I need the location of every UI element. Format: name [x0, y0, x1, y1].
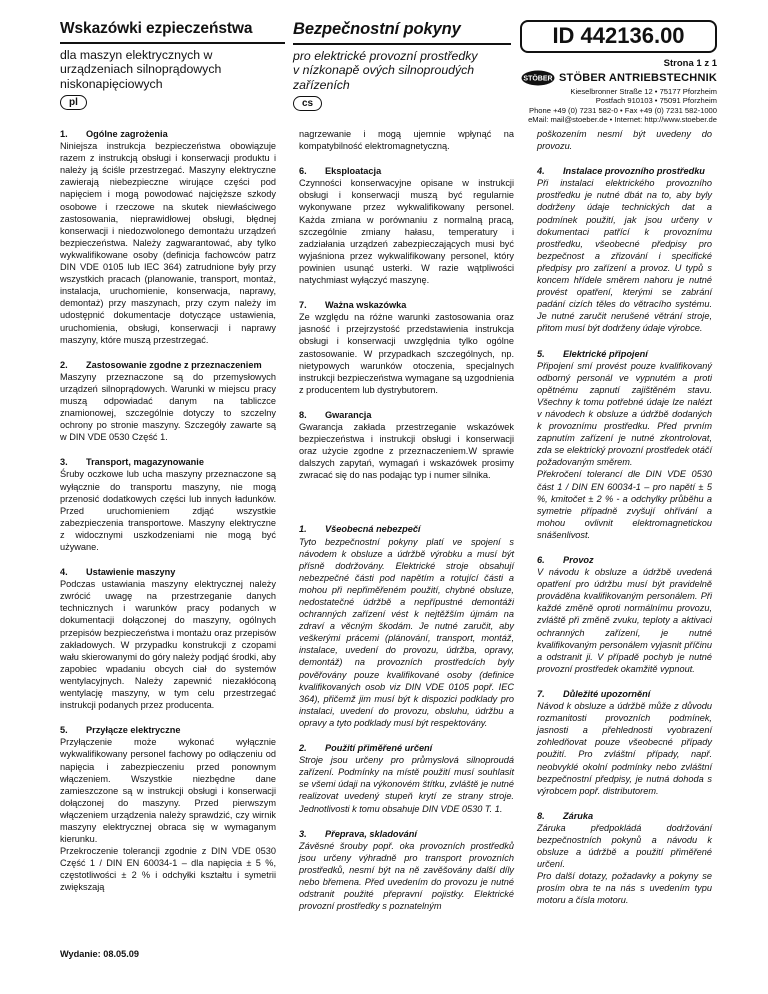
- pl-section-7: [299, 299, 514, 396]
- brand-row: [520, 70, 717, 86]
- subtitle-line: niskonapięciowych: [60, 76, 163, 91]
- section-text: Připojení smí provést pouze kvalifikovaný odborný personál ve vypnutém a proti opětnému zapnutí zajištěném stavu. Všechny k tomu potřebné údaje lze nalézt v návodech k obsluze a údržbě dodaných k provoznímu prostředku. Před prvním zapnutím zařízení je nutné zkontrolovat, zda se elektrický provozní prostředek otáčí požadovaným směrem.: [537, 360, 712, 468]
- cs-section-4: [537, 165, 712, 334]
- pl-section-5-continued: [299, 128, 514, 152]
- section-heading: 3. Přeprava, skladování: [299, 828, 417, 839]
- section-text: Gwarancja zakłada przestrzeganie wskazówek bezpieczeństwa i instrukcji obsługi i konserwacji oraz użycie zgodne z przeznaczeniem.W sprawie dalszych zapytań, wymagań i wskazówek prosimy zwracać się do nas podając typ i numer silnika.: [299, 421, 514, 481]
- brand-name: STÖBER ANTRIEBSTECHNIK: [559, 72, 717, 84]
- section-text: Při instalaci elektrického provozního prostředku je nutné dbát na to, aby byly dodrženy údaje technických dat a podmínek použití, jak jsou určeny v dokumentaci patřící k provoznímu prostředku, všeobecné předpisy pro bezpečnost a zřizování i specifické předpisy pro zařízení a provoz. U typů s koncem hřídele směrem nahoru je nutné provést opatření, kterými se zabrání padání cizích těles do větracího systému. Je nutné zaručit nerušené větrání stroje, přitom musí být dodrženy údaje výrobce.: [537, 178, 712, 334]
- section-text: poškozením nesmí být uvedeny do provozu.: [537, 129, 712, 152]
- cs-section-8: [537, 810, 712, 907]
- language-badge-pl: pl: [60, 95, 87, 110]
- header-czech: [293, 20, 511, 113]
- subtitle-czech: [293, 49, 511, 92]
- section-text: Pro další dotazy, požadavky a pokyny se prosím obra te na nás s uvedením typu motoru a čísla motoru.: [537, 871, 712, 906]
- section-heading: 5. Przyłącze elektryczne: [60, 725, 181, 736]
- section-heading: 6. Eksploatacja: [299, 166, 382, 177]
- pl-section-4: [60, 566, 276, 711]
- section-text: Návod k obsluze a údržbě může z důvodu rozmanitosti provozních podmínek, jasnosti a přehlednosti vyobrazení zohledňovat pouze všeobecné případy použití. Pro zvláštní případy, např. neobvyklé okolní podmínky nebo zvláštní bezpečnostní předpisy, je nutná dohoda s výrobcem popř. distributorem.: [537, 701, 712, 796]
- subtitle-line: zařízeních: [293, 77, 350, 92]
- section-text: V návodu k obsluze a údržbě uvedená opatření pro údržbu musí být pravidelně prováděna kvalifikovaným personálem. Při každé změně oproti normálnímu provozu, zvláště při změně zvuku, teploty a aktivaci ochranných zařízení, je nutné kvalifikovaným personálem vyjasnit příčinu a odstranit ji. V případě pochyb je nutné provozní prostředek okamžitě vypnout.: [537, 567, 712, 674]
- section-text: Śruby oczkowe lub ucha maszyny przeznaczone są wyłącznie do transportu maszyny, nie mogą przenosić dodatkowych części lub innych ładunków. Przed uruchomieniem zdjąć wszystkie zabezpieczenia transportowe. Maszyny elektryczne z widocznymi uszkodzeniami nie mogą być używane.: [60, 469, 276, 552]
- section-heading: 2. Použití přiměřené určení: [299, 743, 433, 754]
- column-polish-1: [60, 128, 276, 907]
- section-text: Maszyny przeznaczone są do przemysłowych urządzeń silnoprądowych. Warunki w miejscu pracy muszą odpowiadać danym na tabliczce znamionowej, szczególnie dotyczy to szczelny ochrony po stronie maszyny. Szczegóły zawarte są w DIN VDE 0530 Część 1.: [60, 371, 276, 443]
- page-indicator: Strona 1 z 1: [663, 58, 717, 69]
- cs-section-5: [537, 348, 712, 542]
- column-mixed-2: [299, 128, 514, 925]
- section-heading: 8. Gwarancja: [299, 409, 372, 420]
- section-heading: 7. Důležité upozornění: [537, 688, 651, 699]
- cs-section-2: [299, 742, 514, 815]
- cs-section-3-continued: [537, 128, 712, 152]
- section-text: Závěsné šrouby popř. oka provozních prostředků jsou určeny výhradně pro transport provozních prostředků, nesmí být na ně zavěšovány další díly nebo břemena. Před uvedením do provozu je nutné odstranit použité přepravní pojistky. Elektrické provozní prostředky s poznatelným: [299, 840, 514, 912]
- cs-section-7: [537, 688, 712, 797]
- cs-section-6: [537, 554, 712, 675]
- title-polish: Wskazówki ezpieczeństwa: [60, 20, 285, 44]
- subtitle-line: urządzeniach silnoprądowych: [60, 62, 222, 77]
- section-text: Przekroczenie tolerancji zgodnie z DIN VDE 0530 Część 1 / DIN EN 60034-1 – dla napięcia ± 5 %, częstotliwości ± 2 % i odchyłki kształtu i symetrii zwiększają: [60, 846, 276, 893]
- pl-section-3: [60, 456, 276, 553]
- section-text: Tyto bezpečnostní pokyny platí ve spojení s návodem k obsluze a údržbě výrobku a musí být přísně dodržovány. Elektrické stroje obsahují nebezpečné části pod napětím a rotující části a mohou při nepřiměřeném použití, chybné obsluze, nedostatečné údržbě a nepřípustné demontáži ochranných zařízení vést k nejtěžším újmám na zdraví a věcným škodám. Je nutné zaručit, aby veškerými prácemi (plánování, transport, montáž, instalace, uvedení do provozu, údržba, opravy, demontáž) na provozních prostředcích byly pověřovány pouze kvalifikované osoby (definice kvalifikovaných osob viz DIN VDE 0105 popř. IEC 364), přičemž jim musí být k dispozici podklady pro instalaci, uvedení do provozu, obsluhu, údržbu a opravy a tyto podklady musí být respektovány.: [299, 536, 514, 728]
- cs-section-3: [299, 828, 514, 913]
- address-line: eMail: mail@stoeber.de • Internet: http://www.stoeber.de: [528, 114, 717, 124]
- section-text: Przyłączenie może wykonać wyłącznie wykwalifikowany personel fachowy po odłączeniu od napięcia i zabezpieczeniu przed ponownym włączeniem. Wszystkie niezbędne dane zamieszczone są w instrukcji obsługi i konserwacji dołączonej do maszyny. Przed pierwszym włączeniem urządzenia należy sprawdzić, czy wirnik maszyny elektrycznej obraca się w wymaganym kierunku.: [60, 737, 276, 845]
- section-heading: 4. Ustawienie maszyny: [60, 567, 176, 578]
- company-address: [520, 87, 717, 124]
- address-line: Kieselbronner Straße 12 • 75177 Pforzheim: [570, 87, 717, 96]
- pl-section-5: [60, 724, 276, 893]
- edition-date: Wydanie: 08.05.09: [60, 949, 139, 959]
- subtitle-line: v nízkonapě ových silnoproudých: [293, 63, 475, 78]
- subtitle-line: pro elektrické provozní prostředky: [293, 49, 478, 63]
- section-text: Stroje jsou určeny pro průmyslová silnoproudá zařízení. Podmínky na místě použití musí souhlasit se všemi údaji na výkonovém štítku, zvláště je nutné realizovat uvedený stupeň krytí ze strany stroje. Jednotlivosti k tomu obsahuje DIN VDE 0530 T. 1.: [299, 755, 514, 814]
- logo-text: STÖBER: [523, 75, 553, 83]
- cs-section-1: [299, 523, 514, 729]
- section-heading: 2. Zastosowanie zgodne z przeznaczeniem: [60, 359, 262, 370]
- section-text: Czynności konserwacyjne opisane w instrukcji obsługi i konserwacji muszą być regularnie wykonywane przez wykwalifikowany personel. Każda zmiana w porównaniu z normalną pracą, szczególnie zmiany hałasu, temperatury i zadziałania urządzeń zabezpieczających musi być wyjaśniona przez wykwalifikowany personel, który powinien usunąć usterki. W razie wątpliwości natychmiast wyłączyć maszynę.: [299, 178, 514, 286]
- section-heading: 6. Provoz: [537, 555, 594, 565]
- column-czech-3: [537, 128, 712, 920]
- section-text: Záruka předpokládá dodržování bezpečnostních pokynů a návodu k obsluze a údržbě a použití přiměřené určení.: [537, 822, 712, 870]
- section-text: Ze względu na różne warunki zastosowania oraz jasność i przejrzystość przedstawienia instrukcja obsługi i konserwacji uwzględnia tylko ogólne zastosowanie. W przypadkach szczególnych, np. nietypowych warunków otoczenia, specjalnych instrukcji bezpieczeństwa wymagane są uzgodnienia z producentem lub dystrybutorem.: [299, 312, 515, 395]
- pl-section-6: [299, 165, 514, 286]
- title-czech: Bezpečnostní pokyny: [293, 20, 511, 45]
- subtitle-line: dla maszyn elektrycznych w: [60, 48, 213, 62]
- pl-section-8: [299, 409, 514, 482]
- section-text: Niniejsza instrukcja bezpieczeństwa obowiązuje razem z instrukcją obsługi i konserwacji produktu i należy ją ściśle przestrzegać. Maszyny elektryczne zawierają niebezpieczne wirujące części pod napięciem i mogą powodować najcięższe szkody osobowe i rzeczowe na skutek niewłaściwego zastosowania, nieprawidłowej obsługi, błędnej konserwacji i niedozwolonego demontażu urządzeń bezpieczeństwa. Należy zagwarantować, aby tylko wykwalifikowane osoby (definicja fachowców patrz DIN VDE 0105 lub IEC 364) zatrudnione były przy wszystkich pracach (planowanie, transport, montaż, instalacja, uruchomienie, konserwacja, naprawy, demontaż) przy maszynach, przy czym należy im udostępnić dokumentacje dotyczące ustawienia, uruchomienia, obsługi, konserwacji i naprawy maszyny, które muszą przestrzegać.: [60, 141, 276, 345]
- header-polish: [60, 20, 285, 113]
- section-heading: 1. Ogólne zagrożenia: [60, 129, 168, 139]
- address-line: Phone +49 (0) 7231 582-0 • Fax +49 (0) 7231 582-1000: [529, 105, 717, 115]
- section-heading: 5. Elektrické připojení: [537, 348, 648, 359]
- section-text: Podczas ustawiania maszyny elektrycznej należy zwrócić uwagę na przestrzeganie danych technicznych i warunków pracy podanych w dokumentacji dołączonej do maszyny, ogólnych przepisów bezpieczeństwa i montażu oraz przepisów zakładowych. W przypadku konstrukcji z czopami wału skierowanymi do góry należy podjąć środki, aby zapobiec wpadaniu obcych ciał do systemów wentylacyjnych. Należy zapewnić niezakłóconą wentylację maszyny, w tym celu przestrzegać instrukcji podanych przez producenta.: [60, 579, 277, 711]
- pl-section-2: [60, 359, 276, 444]
- section-heading: 1. Všeobecná nebezpečí: [299, 524, 421, 535]
- section-heading: 7. Ważna wskazówka: [299, 300, 407, 311]
- section-heading: 3. Transport, magazynowanie: [60, 457, 204, 468]
- stoeber-logo-icon: [521, 70, 555, 86]
- section-heading: 8. Záruka: [537, 810, 594, 821]
- document-id: ID 442136.00: [520, 20, 717, 53]
- section-text: nagrzewanie i mogą ujemnie wpłynąć na kompatybilność elektromagnetyczną.: [299, 129, 514, 152]
- pl-section-1: [60, 128, 276, 346]
- address-line: Postfach 910103 • 75091 Pforzheim: [595, 96, 717, 106]
- subtitle-polish: [60, 48, 285, 91]
- language-badge-cs: cs: [293, 96, 322, 111]
- section-text: Překročení tolerancí dle DIN VDE 0530 část 1 / DIN EN 60034-1 – pro napětí ± 5 %, kmitočet ± 2 % - a odchylky průběhu a symetrie případně zvyšují ohřívání a mohou ovlivnit elektromagnetickou snášenlivost.: [537, 469, 712, 540]
- section-heading: 4. Instalace provozního prostředku: [537, 166, 705, 177]
- header-company: [520, 20, 717, 124]
